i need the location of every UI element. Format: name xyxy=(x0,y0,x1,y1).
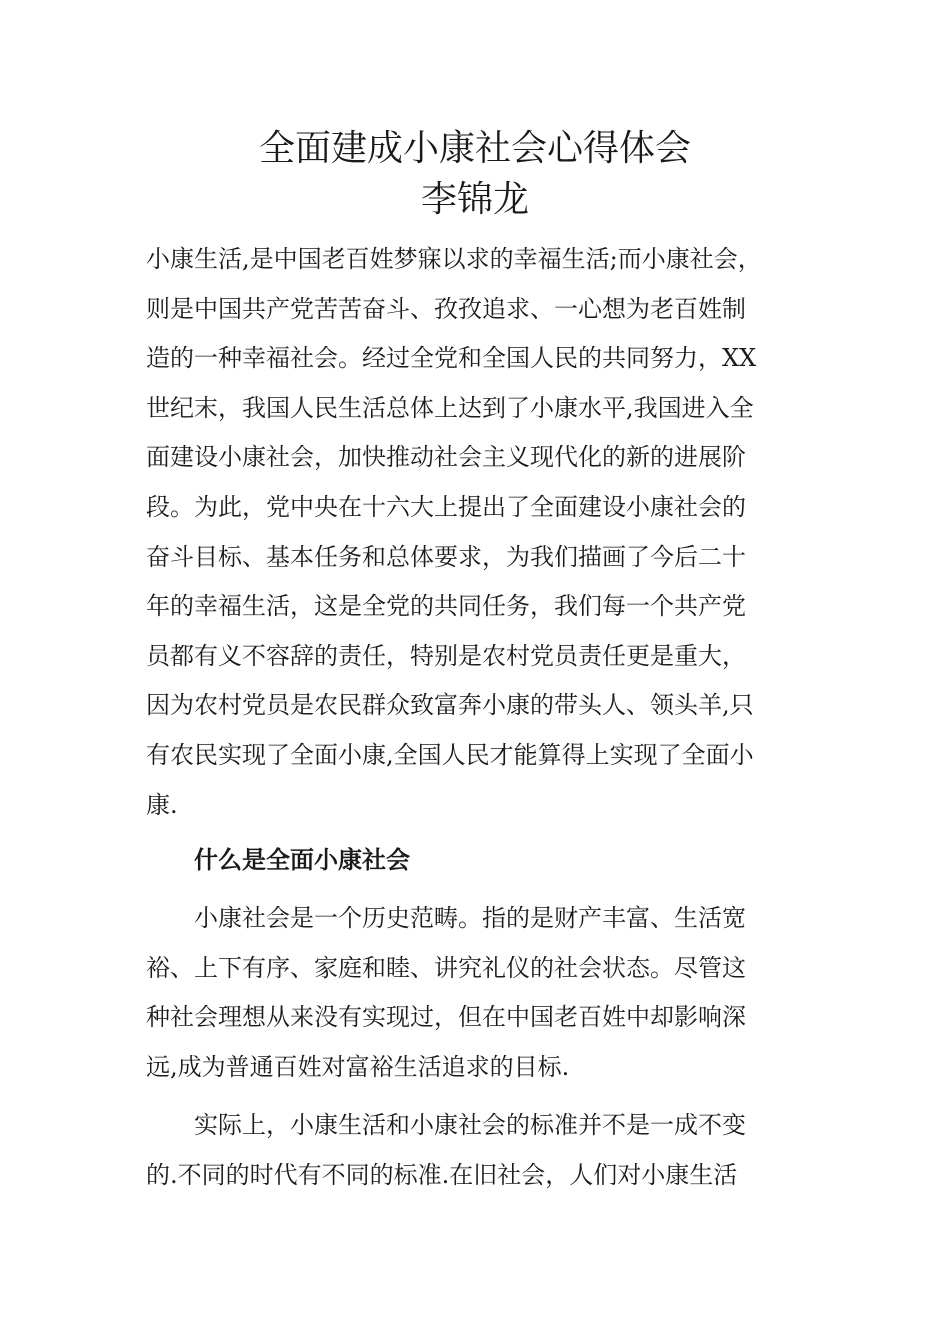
document-title: 全面建成小康社会心得体会 xyxy=(258,128,691,169)
text-line: 小康社会是一个历史范畴。指的是财产丰富、生活宽 xyxy=(194,904,746,932)
text-line: 年的幸福生活，这是全党的共同任务，我们每一个共产党 xyxy=(146,592,746,621)
text-line: 康. xyxy=(146,790,178,819)
text-line: 小康生活,是中国老百姓梦寐以求的幸福生活;而小康社会， xyxy=(146,245,762,273)
text-line: 则是中国共产党苦苦奋斗、孜孜追求、一心想为老百姓制 xyxy=(146,294,746,323)
document-author: 李锦龙 xyxy=(420,179,529,220)
paragraph-definition xyxy=(146,894,806,1092)
paragraph-intro xyxy=(146,235,806,830)
text-line: 的.不同的时代有不同的标准.在旧社会，人们对小康生活 xyxy=(146,1160,738,1189)
text-line: 世纪末，我国人民生活总体上达到了小康水平,我国进入全 xyxy=(146,393,754,422)
section-heading: 什么是全面小康社会 xyxy=(194,845,410,874)
text-line: 有农民实现了全面小康,全国人民才能算得上实现了全面小 xyxy=(146,740,754,769)
text-line: 实际上，小康生活和小康社会的标准并不是一成不变 xyxy=(194,1111,746,1139)
text-line: 种社会理想从来没有实现过，但在中国老百姓中却影响深 xyxy=(146,1003,746,1032)
text-line: 奋斗目标、基本任务和总体要求，为我们描画了今后二十 xyxy=(146,542,746,571)
text-line: 裕、上下有序、家庭和睦、讲究礼仪的社会状态。尽管这 xyxy=(146,953,746,982)
text-line: 远,成为普通百姓对富裕生活追求的目标. xyxy=(146,1052,570,1081)
text-line: 造的一种幸福社会。经过全党和全国人民的共同努力，XX xyxy=(146,344,757,373)
text-line: 段。为此，党中央在十六大上提出了全面建设小康社会的 xyxy=(146,492,746,521)
text-line: 员都有义不容辞的责任，特别是农村党员责任更是重大， xyxy=(146,641,746,670)
text-line: 面建设小康社会，加快推动社会主义现代化的新的进展阶 xyxy=(146,443,746,472)
paragraph-standards xyxy=(146,1101,806,1200)
text-line: 因为农村党员是农民群众致富奔小康的带头人、领头羊,只 xyxy=(146,691,754,720)
